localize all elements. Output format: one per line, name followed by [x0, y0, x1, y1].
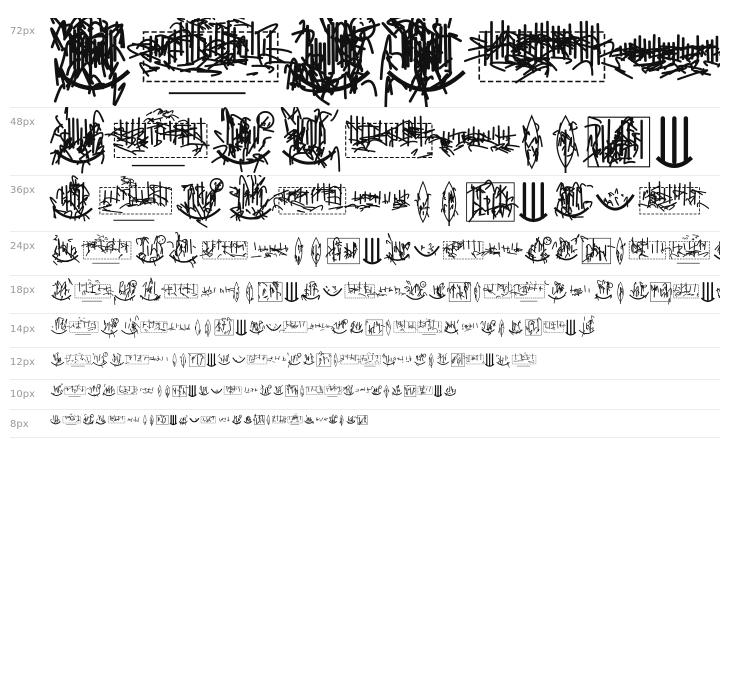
- preview-row-48: [10, 107, 720, 176]
- calligraphy-glyph: [52, 235, 79, 265]
- calligraphy-sample: [50, 18, 720, 104]
- calligraphy-glyph: [329, 415, 337, 424]
- calligraphy-glyph: [415, 354, 426, 366]
- calligraphy-glyph: [716, 282, 720, 301]
- calligraphy-sample: [50, 318, 620, 337]
- calligraphy-glyph: [212, 108, 273, 172]
- calligraphy-glyph: [260, 385, 271, 396]
- calligraphy-glyph: [544, 321, 566, 333]
- calligraphy-glyph: [269, 184, 346, 214]
- calligraphy-glyph: [172, 385, 188, 397]
- calligraphy-glyph: [545, 281, 566, 303]
- calligraphy-glyph: [207, 354, 216, 366]
- calligraphy-glyph: [525, 237, 551, 263]
- calligraphy-sample: [50, 178, 720, 226]
- calligraphy-glyph: [250, 321, 265, 335]
- calligraphy-glyph: [324, 384, 341, 396]
- calligraphy-glyph: [179, 415, 187, 424]
- calligraphy-glyph: [483, 282, 513, 298]
- calligraphy-sample: [50, 235, 720, 267]
- calligraphy-glyph: [331, 319, 347, 333]
- size-label: 8px: [10, 419, 29, 430]
- calligraphy-glyph: [215, 318, 234, 336]
- calligraphy-glyph: [149, 356, 167, 361]
- calligraphy-glyph: [657, 118, 692, 165]
- calligraphy-glyph: [99, 177, 172, 221]
- calligraphy-glyph: [267, 356, 286, 362]
- calligraphy-glyph: [384, 385, 389, 398]
- calligraphy-glyph: [523, 116, 542, 168]
- calligraphy-glyph: [251, 243, 288, 258]
- calligraphy-glyph: [316, 417, 328, 421]
- preview-row-8: [10, 409, 720, 438]
- calligraphy-glyph: [385, 233, 410, 264]
- calligraphy-glyph: [285, 283, 298, 301]
- calligraphy-glyph: [301, 282, 319, 301]
- calligraphy-glyph: [392, 385, 402, 395]
- calligraphy-glyph: [311, 238, 320, 267]
- calligraphy-glyph: [338, 354, 360, 364]
- calligraphy-glyph: [617, 282, 623, 304]
- calligraphy-glyph: [386, 320, 391, 336]
- calligraphy-glyphs: [50, 178, 720, 226]
- calligraphy-glyph: [162, 283, 198, 298]
- calligraphy-glyph: [51, 317, 67, 333]
- size-label: 10px: [10, 389, 35, 400]
- calligraphy-glyph: [158, 385, 161, 397]
- calligraphy-glyph: [50, 415, 60, 424]
- calligraphy-glyph: [295, 238, 303, 265]
- calligraphy-glyph: [343, 385, 354, 395]
- calligraphy-glyph: [451, 354, 464, 367]
- calligraphy-glyph: [170, 415, 177, 424]
- calligraphy-glyph: [63, 414, 81, 425]
- calligraphy-glyph: [96, 415, 106, 424]
- calligraphy-glyph: [67, 317, 98, 334]
- calligraphy-glyph: [415, 244, 439, 256]
- calligraphy-glyph: [258, 282, 282, 302]
- calligraphy-glyph: [253, 414, 264, 425]
- calligraphy-glyph: [140, 278, 160, 301]
- calligraphy-glyph: [188, 353, 205, 366]
- calligraphy-glyph: [359, 352, 381, 366]
- calligraphy-glyph: [465, 21, 619, 82]
- calligraphy-glyph: [201, 416, 216, 423]
- calligraphy-glyph: [639, 182, 709, 214]
- calligraphy-glyph: [230, 175, 271, 221]
- calligraphy-glyph: [616, 238, 625, 265]
- calligraphy-glyph: [444, 320, 458, 335]
- calligraphy-glyph: [105, 109, 209, 166]
- calligraphy-sample: [50, 352, 540, 368]
- calligraphy-glyph: [701, 283, 714, 301]
- calligraphy-glyph: [525, 318, 541, 335]
- calligraphy-glyph: [82, 235, 131, 263]
- calligraphy-glyph: [136, 235, 165, 265]
- calligraphy-glyph: [357, 415, 368, 425]
- calligraphy-glyph: [75, 280, 114, 302]
- calligraphy-glyph: [83, 414, 94, 424]
- calligraphy-sample: [50, 280, 720, 304]
- calligraphy-glyph: [173, 353, 176, 366]
- calligraphy-glyph: [347, 416, 356, 424]
- calligraphy-glyph: [144, 415, 147, 425]
- calligraphy-glyph: [415, 182, 431, 222]
- calligraphy-glyph: [166, 385, 170, 398]
- calligraphy-glyph: [51, 352, 64, 366]
- calligraphy-glyph: [602, 35, 720, 79]
- calligraphy-glyphs: [50, 384, 460, 398]
- calligraphy-glyph: [52, 278, 73, 300]
- calligraphy-glyph: [345, 190, 410, 211]
- calligraphy-glyph: [340, 415, 344, 426]
- calligraphy-glyph: [150, 415, 153, 426]
- calligraphy-glyph: [157, 414, 169, 424]
- calligraphy-glyph: [355, 388, 370, 393]
- calligraphy-glyph: [177, 179, 223, 227]
- calligraphy-glyph: [673, 283, 698, 298]
- calligraphy-glyph: [499, 320, 504, 337]
- calligraphy-sample: [50, 414, 380, 426]
- calligraphy-glyph: [118, 385, 138, 394]
- calligraphy-glyph: [280, 321, 308, 332]
- calligraphy-glyph: [168, 323, 190, 331]
- calligraphy-glyph: [233, 356, 245, 363]
- calligraphy-glyph: [202, 287, 235, 297]
- calligraphy-glyph: [334, 353, 337, 366]
- calligraphy-glyph: [125, 354, 150, 364]
- calligraphy-glyph: [246, 282, 253, 304]
- calligraphy-glyph: [323, 286, 341, 295]
- calligraphy-glyph: [404, 385, 416, 396]
- calligraphy-glyph: [584, 117, 650, 167]
- size-label: 72px: [10, 26, 35, 37]
- preview-row-18: [10, 275, 720, 314]
- calligraphy-glyph: [496, 355, 509, 367]
- calligraphy-glyph: [437, 354, 448, 365]
- calligraphy-glyphs: [50, 18, 720, 104]
- calligraphy-glyph: [595, 280, 613, 300]
- size-label: 36px: [10, 185, 35, 196]
- calligraphy-glyph: [51, 18, 129, 105]
- calligraphy-glyph: [121, 316, 139, 338]
- calligraphy-glyphs: [50, 235, 720, 267]
- calligraphy-glyph: [554, 182, 592, 219]
- calligraphy-glyphs: [50, 352, 540, 368]
- calligraphy-glyph: [346, 116, 448, 158]
- calligraphy-glyph: [308, 323, 333, 330]
- calligraphy-glyph: [382, 353, 396, 366]
- calligraphy-sample: [50, 384, 460, 398]
- calligraphy-glyph: [405, 281, 427, 300]
- calligraphy-glyph: [114, 280, 136, 304]
- calligraphy-glyph: [597, 189, 634, 209]
- calligraphy-glyph: [244, 387, 257, 392]
- calligraphy-glyph: [520, 184, 547, 221]
- calligraphy-glyph: [629, 238, 671, 259]
- calligraphy-glyph: [464, 353, 485, 364]
- calligraphy-glyph: [236, 320, 247, 335]
- calligraphy-glyph: [442, 182, 458, 226]
- calligraphy-glyph: [418, 319, 442, 335]
- calligraphy-glyph: [444, 386, 455, 396]
- calligraphy-glyph: [418, 385, 432, 394]
- calligraphy-glyph: [366, 320, 385, 335]
- calligraphy-glyph: [579, 316, 594, 337]
- calligraphy-glyph: [218, 354, 230, 365]
- preview-row-14: [10, 313, 720, 348]
- calligraphy-glyph: [481, 320, 496, 335]
- size-label: 48px: [10, 117, 35, 128]
- calligraphy-glyph: [581, 236, 615, 264]
- calligraphy-glyph: [372, 386, 382, 395]
- calligraphy-glyph: [50, 176, 92, 221]
- calligraphy-glyph: [509, 321, 523, 335]
- calligraphy-glyph: [205, 320, 211, 337]
- calligraphy-glyph: [64, 385, 86, 397]
- calligraphy-glyph: [141, 320, 168, 333]
- calligraphy-glyph: [482, 243, 522, 257]
- calligraphy-glyph: [443, 240, 485, 259]
- calligraphy-glyph: [670, 235, 710, 263]
- preview-row-36: [10, 175, 720, 232]
- calligraphy-glyph: [51, 107, 104, 173]
- calligraphy-glyph: [301, 385, 304, 397]
- calligraphy-glyph: [91, 352, 107, 368]
- size-label: 24px: [10, 241, 35, 252]
- calligraphy-glyph: [101, 318, 118, 338]
- calligraphy-glyph: [140, 387, 153, 393]
- calligraphy-glyph: [363, 239, 381, 263]
- calligraphy-sample: [50, 111, 720, 173]
- calligraphy-glyph: [266, 324, 281, 331]
- calligraphy-glyph: [267, 415, 270, 425]
- calligraphy-glyph: [190, 418, 199, 422]
- calligraphy-glyph: [510, 282, 544, 302]
- calligraphy-glyph: [397, 356, 412, 363]
- calligraphy-glyph: [485, 354, 494, 366]
- calligraphy-glyph: [552, 234, 579, 259]
- calligraphy-glyphs: [50, 414, 380, 426]
- calligraphy-glyph: [110, 353, 124, 367]
- calligraphy-glyph: [233, 282, 239, 302]
- calligraphy-glyph: [437, 126, 519, 156]
- calligraphy-glyph: [224, 386, 241, 395]
- calligraphy-glyph: [65, 353, 91, 366]
- calligraphy-glyph: [285, 18, 379, 104]
- calligraphy-glyph: [350, 321, 363, 333]
- calligraphy-glyph: [288, 413, 303, 424]
- calligraphy-glyph: [377, 286, 406, 296]
- calligraphy-glyph: [272, 415, 286, 423]
- calligraphy-glyph: [282, 107, 340, 171]
- calligraphy-glyph: [467, 180, 518, 221]
- calligraphy-glyph: [189, 386, 197, 397]
- calligraphy-glyph: [287, 353, 301, 368]
- calligraphy-glyph: [317, 351, 332, 366]
- calligraphy-glyph: [211, 389, 222, 393]
- calligraphy-glyph: [512, 353, 536, 366]
- calligraphy-glyphs: [50, 280, 720, 304]
- calligraphy-glyph: [475, 282, 481, 302]
- calligraphy-glyph: [714, 238, 720, 262]
- calligraphy-glyph: [304, 415, 313, 424]
- calligraphy-glyph: [326, 237, 359, 263]
- calligraphy-glyph: [434, 386, 442, 397]
- calligraphy-glyph: [429, 283, 445, 299]
- calligraphy-glyph: [381, 18, 464, 108]
- calligraphy-glyph: [247, 354, 267, 364]
- calligraphy-glyph: [304, 353, 315, 364]
- calligraphy-glyph: [51, 383, 63, 395]
- calligraphy-glyph: [429, 353, 433, 368]
- calligraphy-glyph: [199, 385, 209, 395]
- calligraphy-glyph: [232, 415, 241, 425]
- calligraphy-glyph: [128, 18, 296, 93]
- calligraphy-glyph: [462, 323, 477, 331]
- calligraphy-glyphs: [50, 111, 720, 173]
- calligraphy-glyph: [630, 282, 649, 299]
- calligraphy-glyph: [553, 116, 578, 173]
- calligraphy-glyph: [87, 384, 101, 396]
- calligraphy-glyph: [128, 417, 139, 422]
- calligraphy-glyph: [219, 417, 229, 422]
- calligraphy-glyph: [274, 385, 283, 395]
- calligraphy-glyph: [306, 385, 323, 394]
- calligraphy-glyph: [345, 282, 378, 298]
- calligraphy-glyph: [109, 415, 125, 423]
- calligraphy-glyph: [650, 282, 671, 304]
- calligraphy-glyphs: [50, 318, 620, 337]
- calligraphy-glyph: [570, 286, 589, 296]
- calligraphy-glyph: [394, 320, 417, 332]
- calligraphy-glyph: [447, 282, 471, 301]
- calligraphy-glyph: [244, 416, 252, 423]
- preview-row-72: [10, 18, 720, 108]
- calligraphy-glyph: [200, 239, 247, 259]
- size-label: 14px: [10, 324, 35, 335]
- preview-row-10: [10, 379, 720, 410]
- calligraphy-glyph: [566, 320, 576, 335]
- calligraphy-glyph: [195, 320, 200, 336]
- calligraphy-glyph: [103, 384, 115, 396]
- calligraphy-glyph: [167, 232, 197, 267]
- preview-row-24: [10, 231, 720, 276]
- calligraphy-glyph: [285, 384, 297, 396]
- size-label: 18px: [10, 285, 35, 296]
- preview-row-12: [10, 347, 720, 380]
- size-label: 12px: [10, 357, 35, 368]
- calligraphy-glyph: [180, 353, 186, 368]
